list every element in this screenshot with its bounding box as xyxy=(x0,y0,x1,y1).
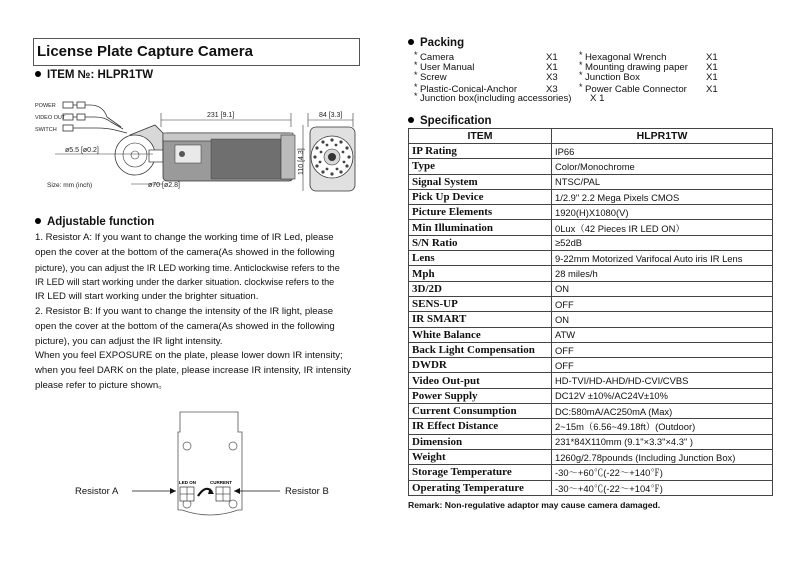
packing-heading xyxy=(408,37,464,49)
spec-value: 231*84X110mm (9.1"×3.3"×4.3" ) xyxy=(552,434,773,449)
adj-line: picture), you can adjust the IR light intensity. xyxy=(35,335,223,347)
spec-key: Power Supply xyxy=(409,388,552,403)
spec-key: Video Out-put xyxy=(409,373,552,388)
dim-height: 110 [4.3] xyxy=(298,148,305,175)
bullet-icon xyxy=(35,218,41,224)
packing-item-qty: X3 xyxy=(546,84,558,95)
table-row xyxy=(409,373,773,388)
packing-item-name: Camera xyxy=(420,52,455,63)
table-row xyxy=(409,327,773,342)
resistor-board-diagram xyxy=(70,410,370,525)
specification-heading xyxy=(408,115,492,127)
asterisk-icon: * xyxy=(414,91,418,101)
spec-value: 1260g/2.78pounds (Including Junction Box) xyxy=(552,449,773,464)
spec-value: OFF xyxy=(552,342,773,357)
table-row xyxy=(409,220,773,235)
adj-line: when you feel DARK on the plate, please increase IR intensity, IR intensity xyxy=(35,365,352,377)
spec-key: IP Rating xyxy=(409,144,552,159)
adjustable-function-text xyxy=(35,231,370,394)
table-row xyxy=(409,480,773,495)
packing-item-name: Screw xyxy=(420,72,447,83)
table-row xyxy=(409,174,773,189)
spec-key: Storage Temperature xyxy=(409,465,552,480)
spec-key: Min Illumination xyxy=(409,220,552,235)
spec-value: -30～+60℃(-22～+140℉) xyxy=(552,465,773,480)
table-row xyxy=(409,465,773,480)
page-title xyxy=(33,38,360,66)
packing-item-qty: X 1 xyxy=(590,93,605,104)
item-number xyxy=(35,69,153,81)
adj-line: open the cover at the bottom of the camera(As showed in the following xyxy=(35,246,335,258)
spec-value: 9-22mm Motorized Varifocal Auto iris IR Lens xyxy=(552,251,773,266)
adj-line: 1. Resistor A: If you want to change the working time of IR Led, please xyxy=(35,232,334,243)
packing-item-qty: X1 xyxy=(546,62,558,73)
asterisk-icon: * xyxy=(579,50,583,60)
spec-key: IR Effect Distance xyxy=(409,419,552,434)
spec-value: HD-TVI/HD-AHD/HD-CVI/CVBS xyxy=(552,373,773,388)
packing-item xyxy=(414,70,447,83)
spec-value: 28 miles/h xyxy=(552,266,773,281)
dim-width: 84 [3.3] xyxy=(319,112,343,119)
spec-value: OFF xyxy=(552,358,773,373)
spec-key: S/N Ratio xyxy=(409,235,552,250)
adj-line: IR LED will start working under the darker situation. clockwise refers to the xyxy=(35,277,335,288)
adj-line: please refer to picture shown。 xyxy=(35,379,168,391)
packing-item-qty: X1 xyxy=(706,52,718,63)
spec-value: 1/2.9" 2.2 Mega Pixels CMOS xyxy=(552,189,773,204)
bullet-icon xyxy=(408,117,414,123)
camera-dimension-drawing xyxy=(35,95,365,205)
packing-item-name: Junction Box xyxy=(585,72,640,83)
spec-key: Weight xyxy=(409,449,552,464)
specification-title: Specification xyxy=(420,115,492,127)
asterisk-icon: * xyxy=(579,70,583,80)
spec-value: ON xyxy=(552,281,773,296)
packing-item-name: User Manual xyxy=(420,62,475,73)
spec-value: NTSC/PAL xyxy=(552,174,773,189)
resistor-b-label: Resistor B xyxy=(285,486,329,497)
packing-item-name: Hexagonal Wrench xyxy=(585,52,667,63)
specification-table xyxy=(408,128,773,496)
dim-length: 231 [9.1] xyxy=(207,112,235,119)
spec-value: ON xyxy=(552,312,773,327)
label-power: POWER xyxy=(35,103,56,109)
packing-item-name: Mounting drawing paper xyxy=(585,62,688,73)
spec-key: Picture Elements xyxy=(409,205,552,220)
adjustable-function-heading xyxy=(35,216,154,228)
table-row xyxy=(409,266,773,281)
adj-line: When you feel EXPOSURE on the plate, please lower down IR intensity; xyxy=(35,350,343,362)
table-row xyxy=(409,388,773,403)
packing-item-qty: X3 xyxy=(546,72,558,83)
spec-key: White Balance xyxy=(409,327,552,342)
item-number-text: ITEM №: HLPR1TW xyxy=(47,69,154,81)
table-row xyxy=(409,434,773,449)
remark-note: Remark: Non-regulative adaptor may cause camera damaged. xyxy=(408,500,661,510)
table-row xyxy=(409,419,773,434)
spec-value: 0Lux（42 Pieces IR LED ON） xyxy=(552,220,773,235)
label-video-out: VIDEO OUT xyxy=(35,115,66,121)
table-row xyxy=(409,144,773,159)
label-led-on: LED ON xyxy=(179,480,197,485)
table-header-row xyxy=(409,129,773,144)
spec-key: Mph xyxy=(409,266,552,281)
spec-key: Dimension xyxy=(409,434,552,449)
size-note: Size: mm (inch) xyxy=(47,182,93,189)
table-row xyxy=(409,358,773,373)
spec-value: IP66 xyxy=(552,144,773,159)
spec-value: 1920(H)X1080(V) xyxy=(552,205,773,220)
table-row xyxy=(409,449,773,464)
spec-key: Operating Temperature xyxy=(409,480,552,495)
spec-key: 3D/2D xyxy=(409,281,552,296)
table-row xyxy=(409,159,773,174)
adj-line: picture), you can adjust the IR LED working time. Anticlockwise refers to the xyxy=(35,262,340,273)
asterisk-icon: * xyxy=(414,70,418,80)
table-row xyxy=(409,342,773,357)
packing-item xyxy=(414,91,572,104)
spec-value: DC12V ±10%/AC24V±10% xyxy=(552,388,773,403)
spec-key: Lens xyxy=(409,251,552,266)
spec-key: Pick Up Device xyxy=(409,189,552,204)
table-row xyxy=(409,312,773,327)
asterisk-icon: * xyxy=(579,60,583,70)
header-model: HLPR1TW xyxy=(552,129,773,144)
spec-value: ≥52dB xyxy=(552,235,773,250)
packing-item-name: Plastic-Conical-Anchor xyxy=(420,84,518,95)
header-item: ITEM xyxy=(409,129,552,144)
adj-line: 2. Resistor B: If you want to change the intensity of the IR light, please xyxy=(35,305,334,317)
spec-key: SENS-UP xyxy=(409,296,552,311)
packing-title: Packing xyxy=(420,37,465,49)
spec-key: Signal System xyxy=(409,174,552,189)
page-title-text: License Plate Capture Camera xyxy=(37,43,253,60)
packing-item-name: Power Cable Connector xyxy=(585,84,687,95)
asterisk-icon: * xyxy=(414,82,418,92)
table-row xyxy=(409,205,773,220)
table-row xyxy=(409,296,773,311)
label-current: CURRENT xyxy=(210,480,232,485)
resistor-a-label: Resistor A xyxy=(75,486,119,497)
spec-value: 2~15m（6.56~49.18ft）(Outdoor) xyxy=(552,419,773,434)
spec-key: Back Light Compensation xyxy=(409,342,552,357)
spec-value: OFF xyxy=(552,296,773,311)
adjustable-function-title: Adjustable function xyxy=(47,216,155,228)
asterisk-icon: * xyxy=(414,60,418,70)
asterisk-icon: * xyxy=(414,50,418,60)
bullet-icon xyxy=(35,71,41,77)
packing-item-qty: X1 xyxy=(546,52,558,63)
packing-item-qty: X1 xyxy=(706,72,718,83)
dim-lens: ø5.5 [ø0.2] xyxy=(65,147,99,154)
adj-line: open the cover at the bottom of the camera(As showed in the following xyxy=(35,320,335,332)
packing-item-name: Junction box(including accessories) xyxy=(420,93,572,104)
spec-value: Color/Monochrome xyxy=(552,159,773,174)
table-row xyxy=(409,189,773,204)
spec-value: ATW xyxy=(552,327,773,342)
spec-key: IR SMART xyxy=(409,312,552,327)
table-row xyxy=(409,251,773,266)
packing-item-qty: X1 xyxy=(706,62,718,73)
bullet-icon xyxy=(408,39,414,45)
table-row xyxy=(409,235,773,250)
spec-value: DC:580mA/AC250mA (Max) xyxy=(552,404,773,419)
table-row xyxy=(409,404,773,419)
packing-item xyxy=(579,70,640,83)
spec-value: -30～+40℃(-22～+104℉) xyxy=(552,480,773,495)
packing-item-qty: X1 xyxy=(706,84,718,95)
dim-diameter: ø70 [ø2.8] xyxy=(148,182,180,189)
asterisk-icon: * xyxy=(579,82,583,92)
label-switch: SWITCH xyxy=(35,127,57,133)
spec-key: DWDR xyxy=(409,358,552,373)
adj-line: IR LED will start working under the brighter situation. xyxy=(35,291,259,303)
spec-key: Type xyxy=(409,159,552,174)
table-row xyxy=(409,281,773,296)
spec-key: Current Consumption xyxy=(409,404,552,419)
